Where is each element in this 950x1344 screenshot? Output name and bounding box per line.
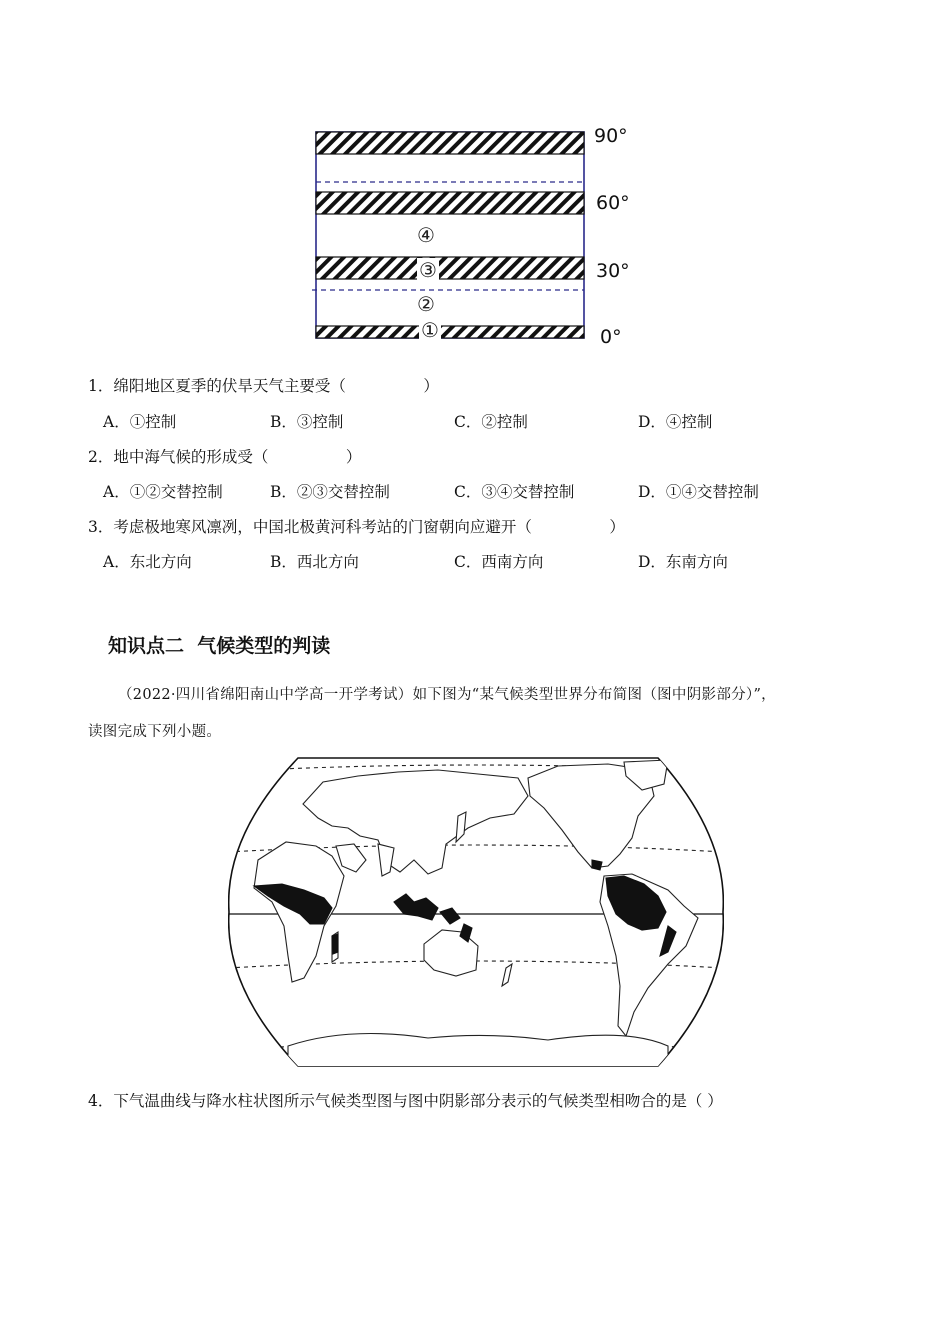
zone-label-1: ① [421, 318, 439, 342]
subpolar-low-belt [316, 192, 584, 214]
question-3-option-d[interactable]: D．东南方向 [638, 553, 728, 571]
world-map-figure [228, 756, 724, 1068]
antarctica-landmass [288, 1034, 668, 1069]
zone-label-3: ③ [419, 258, 437, 282]
question-1-option-b[interactable]: B．③控制 [270, 413, 344, 431]
question-2-option-d[interactable]: D．①④交替控制 [638, 483, 759, 501]
world-map-svg [228, 756, 724, 1068]
lat-label-60: 60° [596, 192, 630, 214]
question-3-option-a[interactable]: A．东北方向 [103, 553, 192, 571]
question-1-stem: 1．绵阳地区夏季的伏旱天气主要受（ ） [88, 377, 439, 395]
lat-label-90: 90° [594, 125, 628, 147]
question-3-option-b[interactable]: B．西北方向 [270, 553, 359, 571]
shaded-region-central-america [592, 860, 602, 870]
zone-label-4: ④ [417, 223, 435, 247]
section-intro-line-1: （2022·四川省绵阳南山中学高一开学考试）如下图为“某气候类型世界分布简图（图中阴影部分）”， [118, 687, 776, 703]
question-3-option-c[interactable]: C．西南方向 [454, 553, 544, 571]
question-2-stem: 2．地中海气候的形成受（ ） [88, 448, 362, 466]
question-2-option-c[interactable]: C．③④交替控制 [454, 483, 575, 501]
section-intro-line-2: 读图完成下列小题。 [88, 724, 222, 740]
shaded-region-madagascar [332, 934, 338, 954]
lat-label-30: 30° [596, 260, 630, 282]
question-1-option-c[interactable]: C．②控制 [454, 413, 528, 431]
zone-label-2: ② [417, 292, 435, 316]
diagram-frame [316, 132, 584, 342]
question-1-option-a[interactable]: A．①控制 [103, 413, 177, 431]
question-2-option-b[interactable]: B．②③交替控制 [270, 483, 390, 501]
question-4-stem: 4．下气温曲线与降水柱状图所示气候类型图与图中阴影部分表示的气候类型相吻合的是（ ） [88, 1092, 723, 1110]
pressure-belt-diagram [300, 120, 660, 355]
pressure-belt-svg [300, 120, 660, 355]
question-2-option-a[interactable]: A．①②交替控制 [103, 483, 223, 501]
section-title: 知识点二 气候类型的判读 [108, 635, 331, 657]
question-1-option-d[interactable]: D．④控制 [638, 413, 713, 431]
equatorial-low-belt [316, 326, 584, 338]
question-3-stem: 3．考虑极地寒风凛冽，中国北极黄河科考站的门窗朝向应避开（ ） [88, 518, 625, 536]
subtropical-high-belt [316, 257, 584, 279]
polar-high-belt [316, 132, 584, 154]
lat-label-0: 0° [600, 326, 622, 348]
